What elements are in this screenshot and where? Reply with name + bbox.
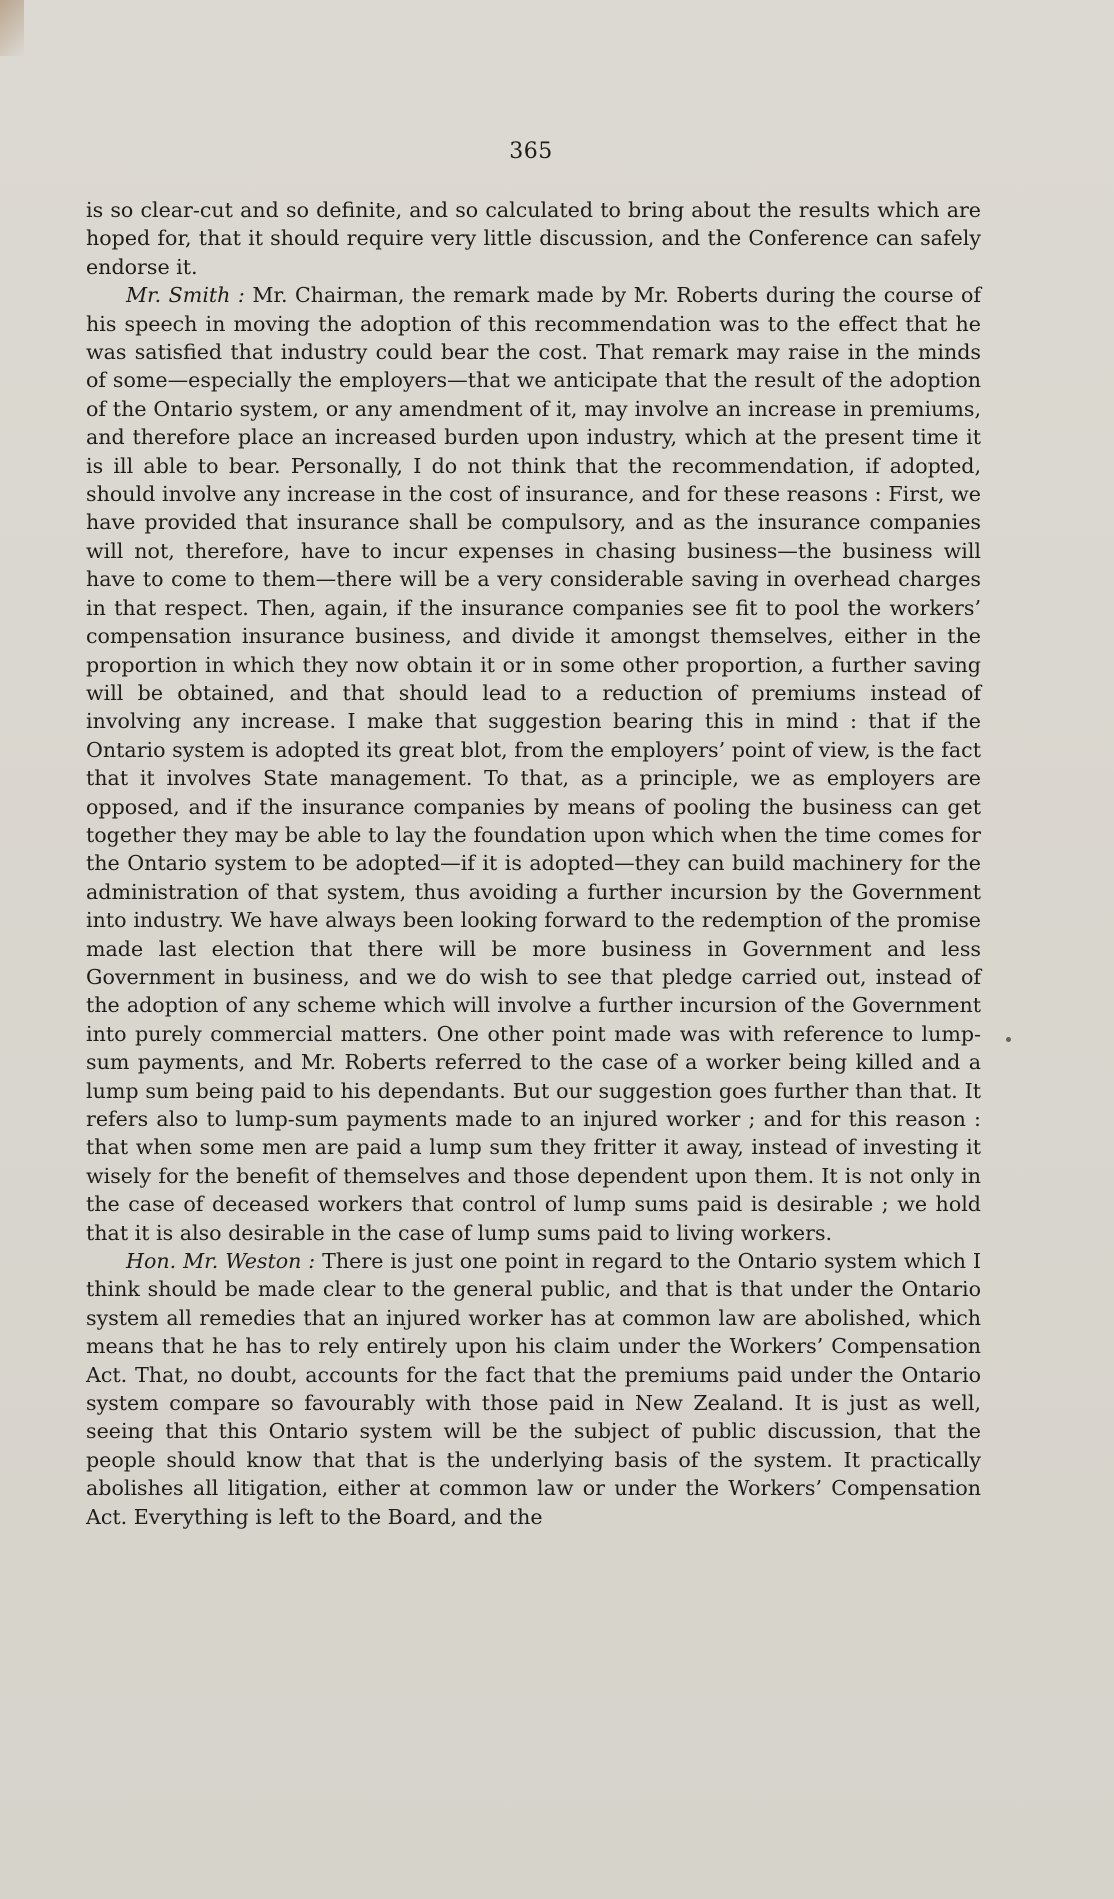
body-text: [86, 196, 981, 1531]
paragraph-text: Mr. Chairman, the remark made by Mr. Roberts during the course of his speech in moving the adoption of this recommendation was to the effect that he was satisfied that industry could bear the cost. That remark may raise in the minds of some—especially the employers—that we anticipate that the result of the adoption of the Ontario system, or any amendment of it, may involve an increase in premiums, and therefore place an increased burden upon industry, which at the present time it is ill able to bear. Personally, I do not think that the recommendation, if adopted, should involve any increase in the cost of insurance, and for these reasons : First, we have provided that insurance shall be compulsory, and as the insurance companies will not, therefore, have to incur expenses in chasing business—the business will have to come to them—there will be a very considerable saving in overhead charges in that respect. Then, again, if the insurance companies see fit to pool the workers’ compensation insurance business, and divide it amongst themselves, either in the proportion in which they now obtain it or in some other proportion, a further saving will be obtained, and that should lead to a reduction of premiums instead of involving any increase. I make that suggestion bearing this in mind : that if the Ontario system is adopted its great blot, from the employers’ point of view, is the fact that it involves State management. To that, as a principle, we as employers are opposed, and if the insurance companies by means of pooling the business can get together they may be able to lay the foundation upon which when the time comes for the Ontario system to be adopted—if it is adopted—they can build machinery for the administration of that system, thus avoiding a further incursion by the Government into industry. We have always been looking forward to the redemption of the promise made last election that there will be more business in Government and less Government in business, and we do wish to see that pledge carried out, instead of the adoption of any scheme which will involve a further incursion of the Government into purely commercial matters. One other point made was with reference to lump-sum payments, and Mr. Roberts referred to the case of a worker being killed and a lump sum being paid to his dependants. But our suggestion goes further than that. It refers also to lump-sum payments made to an injured worker ; and for this reason : that when some men are paid a lump sum they fritter it away, instead of investing it wisely for the benefit of themselves and those dependent upon them. It is not only in the case of deceased workers that control of lump sums paid is desirable ; we hold that it is also desirable in the case of lump sums paid to living workers.: [86, 283, 981, 1245]
page-corner-shadow: [0, 0, 24, 56]
paragraph-text: There is just one point in regard to the Ontario system which I think should be made clear to the general public, and that is that under the Ontario system all remedies that an injured worker has at common law are abolished, which means that he has to rely entirely upon his claim under the Workers’ Compensation Act. That, no doubt, accounts for the fact that the premiums paid under the Ontario system compare so favourably with those paid in New Zealand. It is just as well, seeing that this Ontario system will be the subject of public discussion, that the people should know that that is the underlying basis of the system. It practically abolishes all litigation, either at common law or under the Workers’ Compensation Act. Everything is left to the Board, and the: [86, 1249, 982, 1529]
speaker-name: Mr. Smith :: [126, 283, 245, 308]
paragraph-hon-mr-weston: [86, 1247, 981, 1531]
paragraph-continuation: [86, 196, 981, 281]
paragraph-text: is so clear-cut and so definite, and so calculated to bring about the results which are hoped for, that it should require very little discussion, and the Conference can safely endorse it.: [86, 198, 981, 279]
paragraph-mr-smith: [86, 281, 981, 1247]
page-number: 365: [509, 139, 553, 164]
speaker-name: Hon. Mr. Weston :: [126, 1249, 316, 1274]
ink-speck: [1006, 1037, 1011, 1042]
